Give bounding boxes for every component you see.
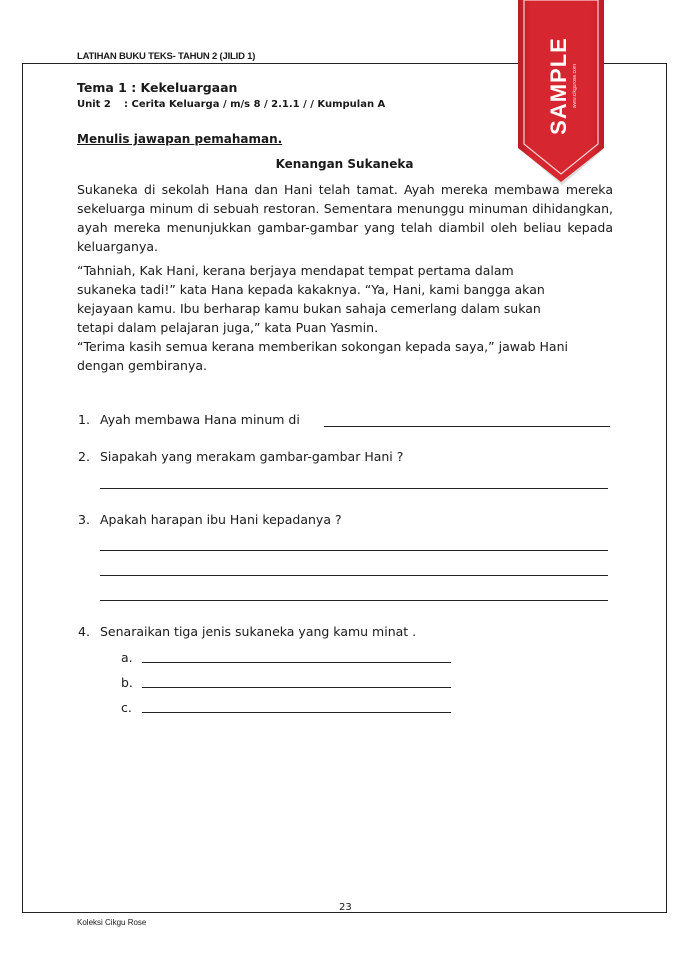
footer-credit: Koleksi Cikgu Rose <box>77 918 147 927</box>
question-4-number: 4. <box>78 624 90 639</box>
answer-line-2[interactable] <box>100 488 608 489</box>
paragraph-line: dengan gembiranya. <box>77 358 207 373</box>
question-2-text: Siapakah yang merakam gambar-gambar Hani ? <box>100 449 404 464</box>
unit-label: Unit 2 <box>77 99 111 110</box>
story-title: Kenangan Sukaneka <box>275 157 414 171</box>
story-paragraph-1: Sukaneka di sekolah Hana dan Hani telah tamat. Ayah mereka membawa mereka sekeluarga minum di sebuah restoran. Sementara menunggu minuman dihidangkan, ayah mereka menunjukkan gambar-gambar yang telah diambil oleh beliau kepada keluarganya. <box>77 182 613 254</box>
theme-title: Tema 1 : Kekeluargaan <box>77 80 238 95</box>
answer-line-1[interactable] <box>324 426 610 427</box>
sample-small-text: www.cikgurose.com <box>572 63 578 109</box>
question-3-text: Apakah harapan ibu Hani kepadanya ? <box>100 512 342 527</box>
sub-item-a: a. <box>121 650 133 665</box>
answer-line-4a[interactable] <box>142 662 451 663</box>
page-number: 23 <box>339 902 352 913</box>
sample-small-text-box <box>567 40 583 132</box>
question-1-text: Ayah membawa Hana minum di <box>100 412 300 427</box>
sub-item-b: b. <box>121 675 133 690</box>
question-3-number: 3. <box>78 512 90 527</box>
question-2-number: 2. <box>78 449 90 464</box>
answer-line-3c[interactable] <box>100 600 608 601</box>
question-1-number: 1. <box>78 412 90 427</box>
answer-line-4b[interactable] <box>142 687 451 688</box>
paragraph-line: “Terima kasih semua kerana memberikan sokongan kepada saya,” jawab Hani <box>77 339 568 354</box>
paragraph-line: tetapi dalam pelajaran juga,” kata Puan Yasmin. <box>77 320 379 335</box>
answer-line-3b[interactable] <box>100 575 608 576</box>
sample-label: SAMPLE <box>546 37 571 135</box>
instruction: Menulis jawapan pemahaman. <box>77 132 283 146</box>
paragraph-line: “Tahniah, Kak Hani, kerana berjaya mendapat tempat pertama dalam <box>77 263 514 278</box>
answer-line-4c[interactable] <box>142 712 451 713</box>
question-4-text: Senaraikan tiga jenis sukaneka yang kamu minat . <box>100 624 417 639</box>
book-header: LATIHAN BUKU TEKS- TAHUN 2 (JILID 1) <box>77 51 256 62</box>
paragraph-line: sukaneka tadi!” kata Hana kepada kakaknya. “Ya, Hani, kami bangga akan <box>77 282 545 297</box>
paragraph-line: kejayaan kamu. Ibu berharap kamu bukan sahaja cemerlang dalam sukan <box>77 301 541 316</box>
unit-detail: : Cerita Keluarga / m/s 8 / 2.1.1 / / Kumpulan A <box>124 99 386 110</box>
answer-line-3a[interactable] <box>100 550 608 551</box>
sub-item-c: c. <box>121 700 132 715</box>
story-paragraph-2 <box>77 261 613 375</box>
